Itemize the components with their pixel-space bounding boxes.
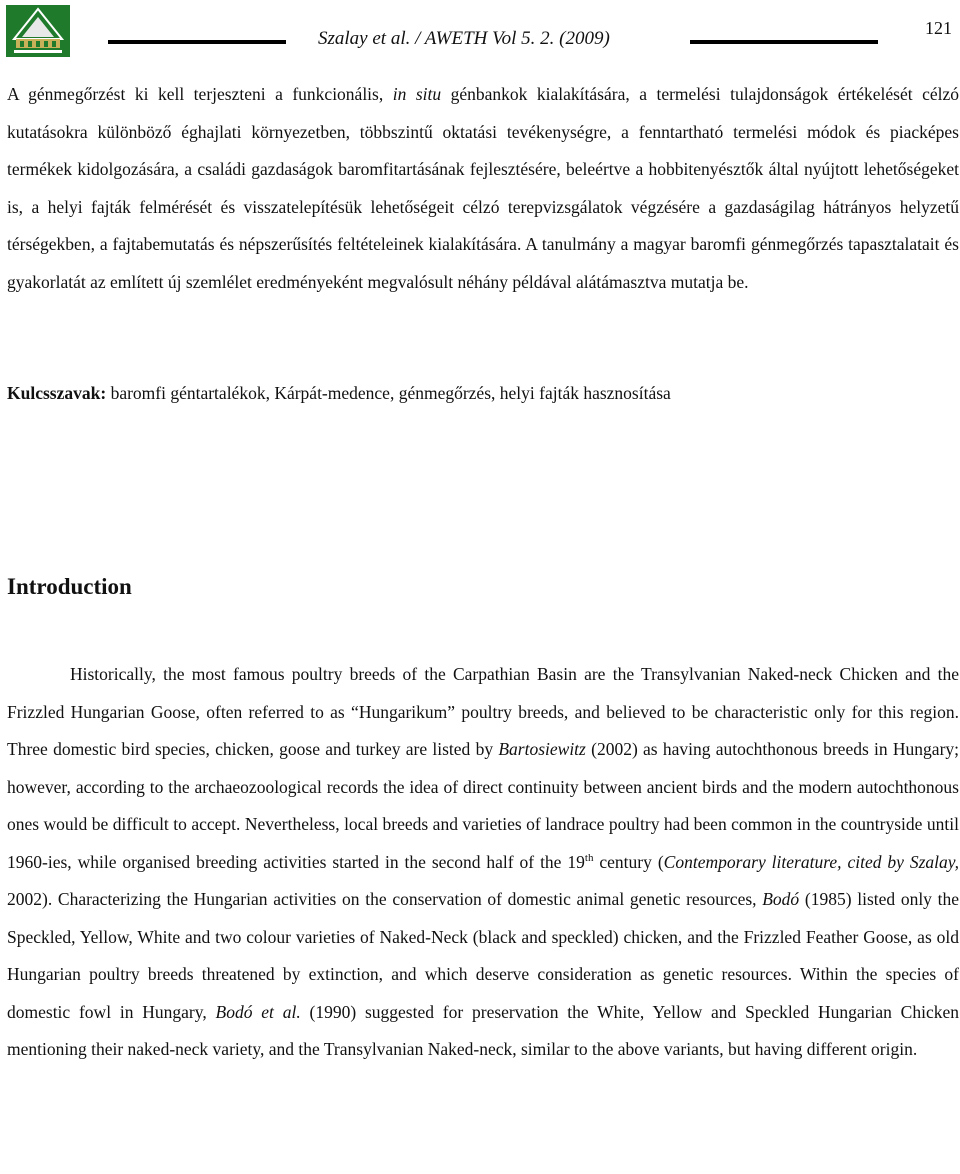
introduction-paragraph	[7, 656, 959, 1069]
keywords-label: Kulcsszavak:	[7, 383, 107, 403]
citation-bodo: Bodó	[762, 889, 800, 909]
section-title-introduction: Introduction	[7, 574, 132, 599]
citation-bartosiewitz: Bartosiewitz	[498, 739, 586, 759]
intro-text-5: (1985) listed only the Speckled, Yellow, White and two colour varieties of Naked-Neck (black and speckled) chicken, and the Frizzled Feather Goose, as old Hungarian poultry breeds threatened by extinction, and which deserve consideration as genetic resources. Within the species of domestic fowl in Hungary,	[7, 889, 960, 1022]
superscript-th: th	[584, 851, 594, 864]
abstract-italic-term: in situ	[392, 84, 442, 104]
page-number: 121	[925, 18, 952, 38]
abstract-paragraph	[7, 76, 959, 301]
intro-text-2: (2002) as having autochthonous breeds in Hungary; however, according to the archaeozoological records the idea of direct continuity between ancient birds and the modern autochthonous ones would be difficult to accept. Nevertheless, local breeds and varieties of landrace poultry had been common in the countryside until 1960-ies, while organised breeding activities started in the second half of the 19	[7, 739, 960, 872]
journal-logo-icon	[6, 5, 70, 57]
running-head: Szalay et al. / AWETH Vol 5. 2. (2009)	[318, 28, 610, 49]
intro-text-3: century (	[593, 851, 664, 872]
header-rule-right	[690, 40, 878, 44]
intro-text-4: 2002). Characterizing the Hungarian activities on the conservation of domestic animal genetic resources,	[7, 889, 763, 909]
header-rule-left	[108, 40, 286, 44]
keywords-text: baromfi géntartalékok, Kárpát-medence, génmegőrzés, helyi fajták hasznosítása	[106, 383, 671, 403]
citation-bodo-et-al: Bodó et al.	[215, 1001, 301, 1022]
abstract-text-1: A génmegőrzést ki kell terjeszteni a funkcionális,	[7, 84, 393, 104]
page-header	[0, 0, 960, 62]
abstract-text-2: génbankok kialakítására, a termelési tulajdonságok értékelését célzó kutatásokra különböző éghajlati környezetben, többszintű oktatási tevékenységre, a fenntartható termelési módok és piacképes termékek kidolgozására, a családi gazdaságok baromfitartásának fejlesztésére, beleértve a hobbitenyésztők által nyújtott lehetőségeket is, a helyi fajták felmérését és visszatelepítésük lehetőségeit célzó terepvizsgálatok végzésére a gazdaságilag hátrányos helyzetű térségekben, a fajtabemutatás és népszerűsítés feltételeinek kialakítására. A tanulmány a magyar baromfi génmegőrzés tapasztalatait és gyakorlatát az említett új szemlélet eredményeként megvalósult néhány példával alátámasztva mutatja be.	[7, 84, 959, 292]
intro-text-6: (1990) suggested for preservation the White, Yellow and Speckled Hungarian Chicken mentioning their naked-neck variety, and the Transylvanian Naked-neck, similar to the above variants, but having different origin.	[7, 1001, 960, 1059]
intro-text-1: Historically, the most famous poultry breeds of the Carpathian Basin are the Transylvanian Naked-neck Chicken and the Frizzled Hungarian Goose, often referred to as “Hungarikum” poultry breeds, and believed to be characteristic only for this region. Three domestic bird species, chicken, goose and turkey are listed by	[7, 664, 959, 759]
citation-contemporary-literature: Contemporary literature, cited by Szalay,	[663, 851, 959, 872]
keywords	[7, 375, 959, 413]
